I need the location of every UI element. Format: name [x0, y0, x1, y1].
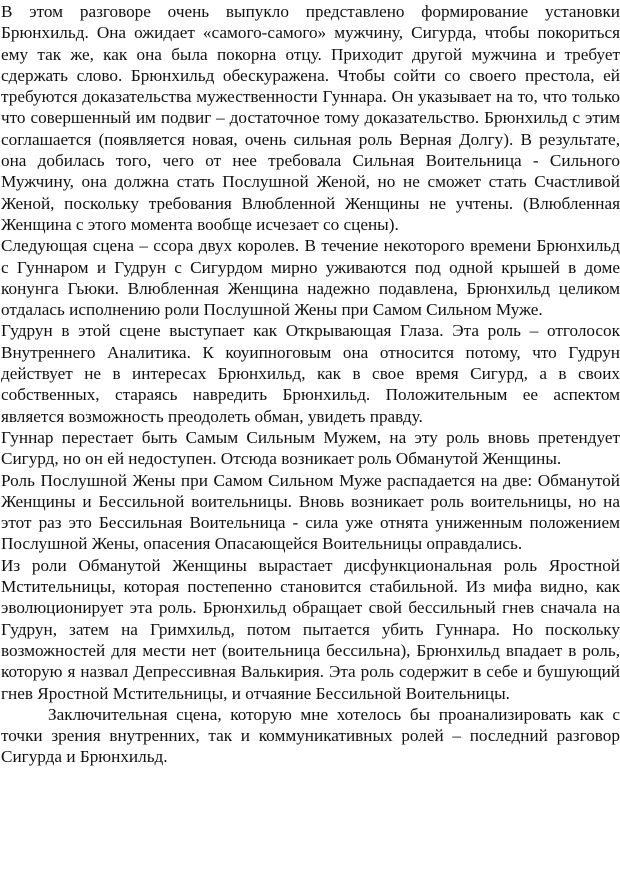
paragraph-1: В этом разговоре очень выпукло представлено формирование установки Брюнхильд. Она ожидает «самого-самого» мужчину, Сигурда, чтобы покориться ему так же, как она была покорна отцу. Приходит другой мужчина и требует сдержать слово. Брюнхильд обескуражена. Чтобы сойти со своего престола, ей требуются доказательства мужественности Гуннара. Он указывает на то, что только что совершенный им подвиг – достаточное тому доказательство. Брюнхильд с этим соглашается (появляется новая, очень сильная роль Верная Долгу). В результате, она добилась того, чего от нее требовала Сильная Воительница - Сильного Мужчину, она должна стать Послушной Женой, но не сможет стать Счастливой Женой, поскольку требования Влюбленной Женщины не учтены. (Влюбленная Женщина с этого момента вообще исчезает со сцены). — [1, 2, 620, 234]
paragraph-7: Заключительная сцена, которую мне хотелось бы проанализировать как с точки зрения внутренних, так и коммуникативных ролей – последний разговор Сигурда и Брюнхильд. — [1, 704, 620, 767]
paragraph-3: Гудрун в этой сцене выступает как Открывающая Глаза. Эта роль – отголосок Внутреннего Аналитика. К коуипноговым она относится потому, что Гудрун действует не в интересах Брюнхильд, как в свое время Сигурд, а в своих собственных, стараясь навредить Брюнхильд. Положительным ее аспектом является возможность преодолеть обман, увидеть правду. — [1, 321, 620, 426]
paragraph-6: Из роли Обманутой Женщины вырастает дисфункциональная роль Яростной Мстительницы, которая постепенно становится стабильной. Из мифа видно, как эволюционирует эта роль. Брюнхильд обращает свой бессильный гнев сначала на Гудрун, затем на Гримхильд, потом пытается убить Гуннара. Но поскольку возможностей для мести нет (воительница бессильна), Брюнхильд впадает в роль, которую я назвал Депрессивная Валькирия. Эта роль содержит в себе и бушующий гнев Яростной Мстительницы, и отчаяние Бессильной Воительницы. — [1, 555, 620, 703]
paragraph-5: Роль Послушной Жены при Самом Сильном Муже распадается на две: Обманутой Женщины и Бессильной воительницы. Вновь возникает роль воительницы, но на этот раз это Бессильная Воительница - сила уже отнята униженным положением Послушной Жены, опасения Опасающейся Воительницы оправдались. — [1, 470, 620, 554]
paragraph-2: Следующая сцена – ссора двух королев. В течение некоторого времени Брюнхильд с Гуннаром и Гудрун с Сигурдом мирно уживаются под одной крышей в доме конунга Гьюки. Влюбленная Женщина надежно подавлена, Брюнхильд целиком отдалась исполнению роли Послушной Жены при Самом Сильном Муже. — [1, 236, 620, 320]
paragraph-4: Гуннар перестает быть Самым Сильным Мужем, на эту роль вновь претендует Сигурд, но он ей недоступен. Отсюда возникает роль Обманутой Женщины. — [1, 427, 620, 469]
